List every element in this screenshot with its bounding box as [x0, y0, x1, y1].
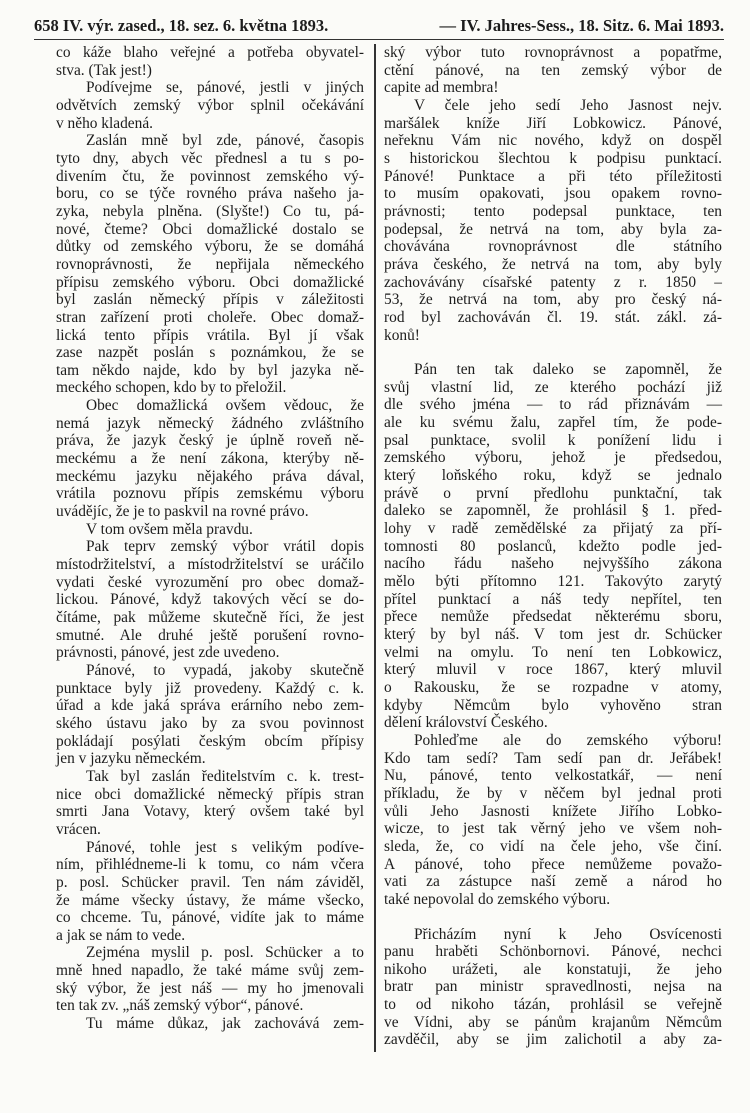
text-line: meckému a že není zákona, kterýby ně- [56, 450, 364, 468]
text-line: vrátila poznovu přípis zemskému výboru [56, 485, 364, 503]
text-line: ve Vídni, aby se pánům krajanům Němcům [384, 1013, 722, 1031]
text-line: právnosti, pánové, jest zde uvedeno. [56, 644, 280, 662]
text-line: Pohleďme ale do zemského výboru! [414, 731, 722, 749]
header-german: — IV. Jahres-Sess., 18. Sitz. 6. Mai 1893. [439, 16, 724, 35]
paragraph [56, 521, 364, 539]
text-line: chovávána rovnoprávnost dle státního [384, 238, 722, 256]
text-line: divením čtu, že povinnost zemského vý- [56, 167, 364, 185]
paragraph [56, 79, 364, 132]
text-line: přítel punktací a náš tedy nepřítel, ten [384, 590, 722, 608]
text-line: a jak se nám to vede. [56, 926, 186, 944]
text-line: dělení království Českého. [384, 714, 548, 732]
paragraph [56, 132, 364, 397]
text-line: jen v jazyku německém. [56, 750, 206, 768]
text-line: stran zařízení proti choleře. Obec domaž- [56, 308, 364, 326]
text-line: meckého schopen, kdo by to přeložil. [56, 379, 287, 397]
text-line: smrti Jana Votavy, který ovšem také byl [56, 803, 364, 821]
text-line: velmi na omylu. To není ten Lobkowicz, [384, 643, 722, 661]
text-line: ten tak zv. „náš zemský výbor“, pánové. [56, 997, 304, 1015]
paragraph [56, 538, 364, 662]
text-line: V čele jeho sedí Jeho Jasnost nejv. [414, 96, 722, 114]
text-line: lohy v radě zemědělské za přijatý za pří- [384, 520, 722, 538]
text-line: ale ku svému žalu, zapřel tím, že pode- [384, 414, 722, 432]
text-line: ním, přihlédneme-li k tomu, co nám včera [56, 856, 364, 874]
paragraph [384, 44, 722, 97]
text-line: odvětvích zemský výbor splnil očekávání [56, 96, 364, 114]
text-line: práva, že jazyk český je úplně roveň ně- [56, 432, 364, 450]
text-line: lická tento přípis vrátila. Byl jí však [56, 326, 364, 344]
text-line: svůj vlastní lid, ze kterého pochází již [384, 378, 722, 396]
text-line: V tom ovšem měla pravdu. [86, 520, 253, 538]
text-line: zavděčil, aby se jim zalichotil a aby za- [384, 1031, 722, 1049]
text-line: capite ad membra! [384, 79, 499, 97]
text-line: panu hraběti Schönbornovi. Pánové, nechci [384, 943, 722, 961]
text-line: právnosti; tento podepsal punktace, ten [384, 202, 722, 220]
text-line: podepsal, že netrvá na tom, aby byla za- [384, 220, 722, 238]
running-header [34, 6, 724, 40]
text-line: 53, že netrvá na tom, aby pro český ná- [384, 291, 722, 309]
text-line: Zaslán mně byl zde, pánové, časopis [86, 132, 364, 150]
text-line: zyka, nebyla plněna. (Slyšte!) Co tu, pá- [56, 202, 364, 220]
right-column [384, 44, 722, 1049]
text-line: to od nikoho tázán, prohlásil se veřejně [384, 996, 722, 1014]
text-line: přípisu zemského výboru. Obci domažlické [56, 273, 364, 291]
paragraph [56, 662, 364, 768]
text-line: p. posl. Schücker pravil. Ten nám záviděl, [56, 873, 364, 891]
text-line: meckému jazyku nějakého práva dával, [56, 467, 364, 485]
text-line: co káže blaho veřejné a potřeba obyvatel- [56, 44, 364, 61]
paragraph [384, 732, 722, 909]
text-line: Kdo tam sedí? Tam sedí pan dr. Jeřábek! [384, 749, 722, 767]
text-line: Nu, pánové, tento velkostatkář, — není [384, 767, 722, 785]
paragraph-gap [384, 344, 722, 361]
text-line: o Rakousku, že se rozpadne v atomy, [384, 678, 722, 696]
text-line: ský výbor, že jest náš — my ho jmenovali [56, 979, 364, 997]
text-line: ského ústavu jako by za svou povinnost [56, 714, 364, 732]
text-line: lickou. Pánové, když takových věcí se do- [56, 591, 364, 609]
column-divider [374, 44, 376, 1052]
paragraph [56, 839, 364, 945]
text-line: Tak byl zaslán ředitelstvím c. k. trest- [86, 767, 364, 785]
text-line: byl zaslán německý přípis v záležitosti [56, 291, 364, 309]
text-line: punktace byly již provedeny. Každý c. k. [56, 679, 364, 697]
text-line: pokládají posýlati českým obcím přípisy [56, 732, 364, 750]
text-line: sleda, že, co vidí na čele jeho, vše činí. [384, 837, 722, 855]
text-line: boru, co se týče rovného práva našeho ja- [56, 185, 364, 203]
paragraph [384, 97, 722, 344]
text-line: který mluvil v roce 1867, který mluvil [384, 661, 722, 679]
left-column [56, 44, 364, 1033]
text-line: stva. (Tak jest!) [56, 61, 152, 79]
text-line: tyto dny, abych věc přednesl a tu s po- [56, 149, 364, 167]
text-line: dle svého jména — to rád přiznávám — [384, 396, 722, 414]
text-line: místodržitelství, a místodržitelství se uráčilo [56, 556, 364, 574]
text-line: ctění pánové, na ten zemský výbor de [384, 61, 722, 79]
text-line: Obec domažlická ovšem vědouc, že [86, 397, 364, 415]
text-line: nice obci domažlické německý přípis stran [56, 785, 364, 803]
text-line: Pánové, to vypadá, jakoby skutečně [86, 661, 364, 679]
text-line: mně hned napadlo, že také máme svůj zem- [56, 962, 364, 980]
paragraph [384, 926, 722, 1050]
text-line: uvádějíc, že je to paskvil na rovné právo. [56, 503, 309, 521]
text-line: který loňského roku, když se jednalo [384, 467, 722, 485]
text-line: Pánové, tohle jest s velikým podíve- [86, 838, 364, 856]
text-line: zemského výboru, jehož je předsedou, [384, 449, 722, 467]
text-line: A pánové, toho přece nemůžeme považo- [384, 855, 722, 873]
text-line: konů! [384, 326, 420, 344]
text-line: důtky od zemského výboru, že se domáhá [56, 238, 364, 256]
text-line: smutné. Ale druhé ještě porušení rovno- [56, 626, 364, 644]
text-line: Zejména myslil p. posl. Schücker a to [86, 944, 364, 962]
text-line: ský výbor tuto rovnoprávnost a popatřme, [384, 44, 722, 61]
text-line: vrácen. [56, 820, 101, 838]
paragraph [56, 944, 364, 1015]
text-line: neřeknu Vám nic nového, když on dospěl [384, 132, 722, 150]
text-line: práva českého, že netrvá na tom, aby byly [384, 255, 722, 273]
text-line: to musím opakovati, jsou opakem rovno- [384, 185, 722, 203]
text-line: vydati české vyrozumění pro obec domaž- [56, 573, 364, 591]
text-line: psal punktace, svolil k ponížení lidu i [384, 431, 722, 449]
text-line: zase nazpět poslán s poznámkou, že se [56, 344, 364, 362]
paragraph [56, 1015, 364, 1033]
text-line: Pak teprv zemský výbor vrátil dopis [86, 538, 364, 556]
paragraph-gap [384, 909, 722, 926]
text-line: nikoho urážeti, ale konstatuji, že jeho [384, 960, 722, 978]
text-line: mělo býti přítomno 121. Takovýto zarytý [384, 573, 722, 591]
text-line: Podívejme se, pánové, jestli v jiných [86, 79, 364, 97]
text-line: maršálek kníže Jiří Lobkowicz. Pánové, [384, 114, 722, 132]
text-line: v něho kladená. [56, 114, 154, 132]
paragraph [56, 44, 364, 79]
text-line: tomnosti 80 poslanců, kdežto podle jed- [384, 537, 722, 555]
paragraph [56, 397, 364, 521]
paragraph [56, 768, 364, 839]
text-line: že máme všecky ústavy, že máme všecko, [56, 891, 364, 909]
text-line: vůli Jeho Jasnosti knížete Jiřího Lobko- [384, 802, 722, 820]
text-line: také nepovolal do zemského výboru. [384, 890, 611, 908]
text-line: nacího řádu našeho nejvyššího zákona [384, 555, 722, 573]
text-line: rod byl zachováván čl. 19. stát. zákl. zá- [384, 308, 722, 326]
text-line: který by byl náš. V tom jest dr. Schücker [384, 626, 722, 643]
text-line: rovnoprávnosti, že nepřijala německého [56, 255, 364, 273]
paragraph [384, 361, 722, 732]
text-line: úřad a kde jaká správa erárního nebo zem- [56, 697, 364, 715]
text-line: wicze, to jest tak věrný jeho ve všem noh- [384, 820, 722, 838]
text-line: kdyby Němcům bylo vyhověno stran [384, 696, 722, 714]
text-line: vati za zástupce naší země a národ ho [384, 873, 722, 891]
text-line: Přicházím nyní k Jeho Osvícenosti [414, 925, 722, 943]
text-line: Pán ten tak daleko se zapomněl, že [414, 361, 722, 379]
text-line: daleko se zapomněl, že prohlásil § 1. před- [384, 502, 722, 520]
text-line: nemá jazyk německý žádného zvláštního [56, 414, 364, 432]
text-line: čítáme, pak můžeme skutečně říci, že jest [56, 609, 364, 626]
text-line: přece nemůže předsedat některému sboru, [384, 608, 722, 626]
text-line: bratr pan ministr spravedlnosti, nejsa na [384, 978, 722, 996]
text-line: příkladu, že by v něčem byl jednal proti [384, 784, 722, 802]
text-line: s historickou šlechtou k podpisu punktací. [384, 149, 722, 167]
text-line: právě o první předlohu punktační, tak [384, 484, 722, 502]
text-line: tam někdo najde, kdo by byl jazyka ně- [56, 361, 364, 379]
header-czech: 658 IV. výr. zased., 18. sez. 6. května 1893. [34, 16, 329, 35]
text-line: Tu máme důkaz, jak zachovává zem- [86, 1015, 364, 1033]
text-line: co chceme. Tu, pánové, vidíte jak to máme [56, 909, 364, 927]
text-line: zachovávány císařské patenty z r. 1850 – [384, 273, 722, 291]
text-line: Pánové! Punktace a při této příležitosti [384, 167, 722, 185]
text-line: nové, čteme? Obci domažlické dostalo se [56, 220, 364, 238]
